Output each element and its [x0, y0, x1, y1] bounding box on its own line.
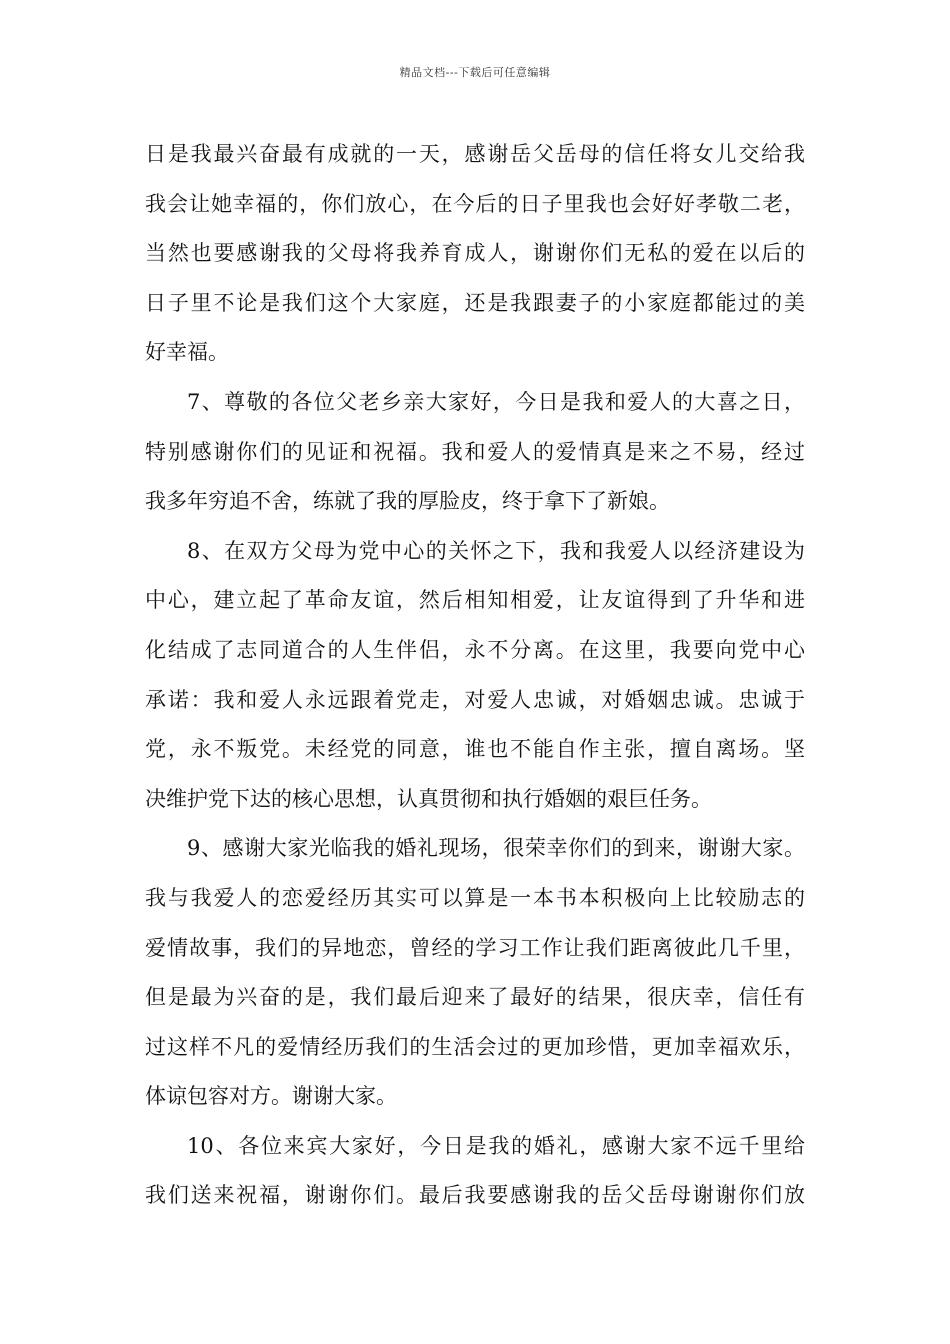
- paragraph-10: [145, 1122, 805, 1221]
- text-line: 9、感谢大家光临我的婚礼现场，很荣幸你们的到来，谢谢大家。: [187, 836, 805, 861]
- document-body: [145, 130, 805, 1221]
- text-line: 7、尊敬的各位父老乡亲大家好，今日是我和爱人的大喜之日，: [187, 389, 805, 414]
- text-line: 爱情故事，我们的异地恋，曾经的学习工作让我们距离彼此几千里，: [145, 935, 805, 960]
- text-line: 日是我最兴奋最有成就的一天，感谢岳父岳母的信任将女儿交给我: [145, 142, 805, 166]
- page-header: 精品文档---下载后可任意编辑: [399, 66, 551, 79]
- paragraph-9: [145, 824, 805, 1122]
- text-line: 但是最为兴奋的是，我们最后迎来了最好的结果，很庆幸，信任有: [145, 985, 805, 1010]
- text-line: 决维护党下达的核心思想，认真贯彻和执行婚姻的艰巨任务。: [145, 786, 712, 811]
- text-line: 当然也要感谢我的父母将我养育成人，谢谢你们无私的爱在以后的: [145, 241, 805, 266]
- paragraph-continuation: [145, 130, 805, 378]
- text-line: 我会让她幸福的，你们放心，在今后的日子里我也会好好孝敬二老，: [145, 191, 805, 216]
- text-line: 承诺：我和爱人永远跟着党走，对爱人忠诚，对婚姻忠诚。忠诚于: [145, 687, 805, 712]
- text-line: 化结成了志同道合的人生伴侣，永不分离。在这里，我要向党中心: [145, 637, 805, 662]
- text-line: 我与我爱人的恋爱经历其实可以算是一本书本积极向上比较励志的: [145, 885, 805, 910]
- text-line: 8、在双方父母为党中心的关怀之下，我和我爱人以经济建设为: [187, 538, 805, 563]
- text-line: 体谅包容对方。谢谢大家。: [145, 1084, 397, 1109]
- text-line: 我们送来祝福，谢谢你们。最后我要感谢我的岳父岳母谢谢你们放: [145, 1183, 805, 1208]
- text-line: 我多年穷追不舍，练就了我的厚脸皮，终于拿下了新娘。: [145, 489, 670, 514]
- text-line: 好幸福。: [145, 340, 229, 365]
- text-line: 中心，建立起了革命友谊，然后相知相爱，让友谊得到了升华和进: [145, 588, 805, 613]
- paragraph-7: [145, 378, 805, 527]
- text-line: 日子里不论是我们这个大家庭，还是我跟妻子的小家庭都能过的美: [145, 290, 805, 315]
- text-line: 特别感谢你们的见证和祝福。我和爱人的爱情真是来之不易，经过: [145, 439, 805, 464]
- paragraph-8: [145, 527, 805, 825]
- text-line: 过这样不凡的爱情经历我们的生活会过的更加珍惜，更加幸福欢乐，: [145, 1034, 805, 1059]
- text-line: 10、各位来宾大家好，今日是我的婚礼，感谢大家不远千里给: [187, 1133, 805, 1158]
- text-line: 党，永不叛党。未经党的同意，谁也不能自作主张，擅自离场。坚: [145, 737, 805, 762]
